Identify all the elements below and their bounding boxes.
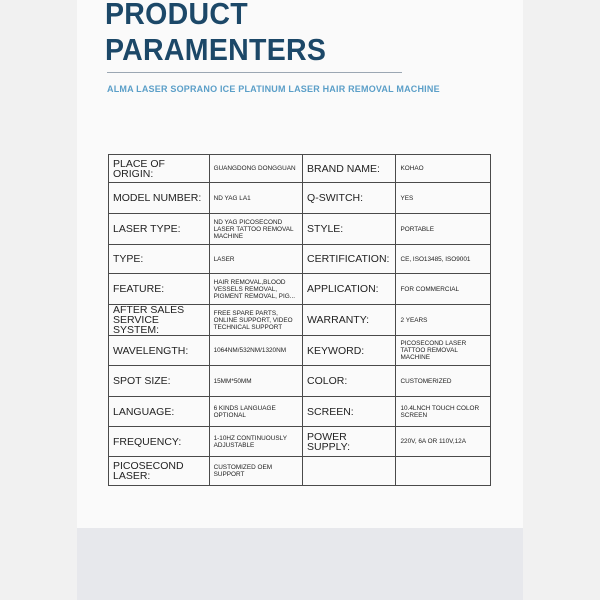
table-row	[109, 457, 491, 486]
spec-table	[108, 154, 491, 486]
spec-value: KOHAO	[396, 155, 491, 183]
table-row	[109, 214, 491, 245]
spec-label: WAVELENGTH:	[109, 336, 210, 366]
table-row	[109, 336, 491, 366]
spec-label: Q-SWITCH:	[303, 183, 396, 214]
spec-value: 10.4LNCH TOUCH COLOR SCREEN	[396, 397, 491, 427]
spec-value: 6 KINDS LANGUAGE OPTIONAL	[209, 397, 302, 427]
page-title-line2: PARAMENTERS	[105, 32, 327, 67]
spec-label: COLOR:	[303, 366, 396, 397]
spec-label: AFTER SALES SERVICE SYSTEM:	[109, 305, 210, 336]
spec-label: TYPE:	[109, 245, 210, 274]
table-row	[109, 155, 491, 183]
spec-value: CUSTOMERIZED	[396, 366, 491, 397]
table-row	[109, 245, 491, 274]
spec-value: 15MM*50MM	[209, 366, 302, 397]
spec-label: MODEL NUMBER:	[109, 183, 210, 214]
spec-label: SPOT SIZE:	[109, 366, 210, 397]
spec-label: POWER SUPPLY:	[303, 427, 396, 457]
spec-value: PICOSECOND LASER TATTOO REMOVAL MACHINE	[396, 336, 491, 366]
table-row	[109, 274, 491, 305]
spec-value: 1-10HZ CONTINUOUSLY ADJUSTABLE	[209, 427, 302, 457]
title-divider	[107, 72, 402, 73]
table-row	[109, 397, 491, 427]
spec-label: APPLICATION:	[303, 274, 396, 305]
spec-value: 2 YEARS	[396, 305, 491, 336]
spec-label: LANGUAGE:	[109, 397, 210, 427]
spec-value	[396, 457, 491, 486]
spec-label: CERTIFICATION:	[303, 245, 396, 274]
spec-value: YES	[396, 183, 491, 214]
spec-label: SCREEN:	[303, 397, 396, 427]
footer-band	[77, 528, 523, 600]
spec-value: HAIR REMOVAL,BLOOD VESSELS REMOVAL, PIGMENT REMOVAL, PIG...	[209, 274, 302, 305]
spec-value: LASER	[209, 245, 302, 274]
spec-label: FREQUENCY:	[109, 427, 210, 457]
spec-value: CUSTOMIZED OEM SUPPORT	[209, 457, 302, 486]
spec-value: CE, ISO13485, ISO9001	[396, 245, 491, 274]
table-row	[109, 305, 491, 336]
spec-label: PICOSECOND LASER:	[109, 457, 210, 486]
spec-label: STYLE:	[303, 214, 396, 245]
spec-label: BRAND NAME:	[303, 155, 396, 183]
product-subtitle: ALMA LASER SOPRANO ICE PLATINUM LASER HAIR REMOVAL MACHINE	[107, 84, 440, 94]
spec-value: 220V, 6A OR 110V,12A	[396, 427, 491, 457]
spec-value: GUANGDONG DONGGUAN	[209, 155, 302, 183]
spec-label	[303, 457, 396, 486]
spec-label: WARRANTY:	[303, 305, 396, 336]
table-row	[109, 427, 491, 457]
spec-value: FOR COMMERCIAL	[396, 274, 491, 305]
spec-label: LASER TYPE:	[109, 214, 210, 245]
spec-label: FEATURE:	[109, 274, 210, 305]
spec-value: 1064NM/532NM/1320NM	[209, 336, 302, 366]
spec-label: PLACE OF ORIGIN:	[109, 155, 210, 183]
spec-label: KEYWORD:	[303, 336, 396, 366]
table-row	[109, 183, 491, 214]
table-row	[109, 366, 491, 397]
spec-value: ND YAG LA1	[209, 183, 302, 214]
page-title-line1: PRODUCT	[105, 0, 248, 31]
spec-value: ND YAG PICOSECOND LASER TATTOO REMOVAL MACHINE	[209, 214, 302, 245]
spec-value: PORTABLE	[396, 214, 491, 245]
spec-value: FREE SPARE PARTS, ONLINE SUPPORT, VIDEO TECHNICAL SUPPORT	[209, 305, 302, 336]
